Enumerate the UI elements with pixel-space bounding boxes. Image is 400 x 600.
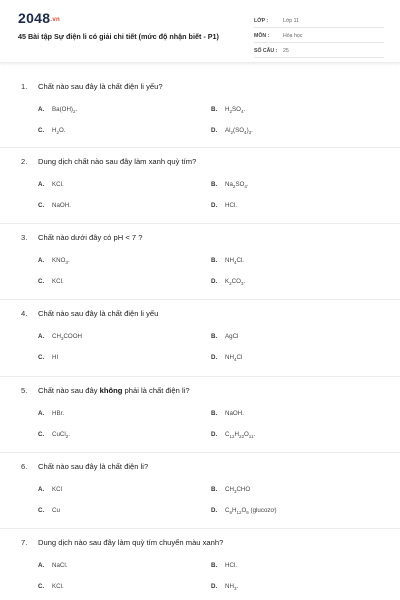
answer-option[interactable] (38, 431, 70, 439)
meta-subject-row (254, 29, 384, 43)
option-text: HBr. (52, 410, 65, 417)
answer-option[interactable] (38, 562, 67, 569)
question-number: 5. (21, 386, 28, 395)
answer-option[interactable] (211, 562, 237, 569)
option-letter: B. (211, 333, 218, 340)
meta-value: Lớp 11 (283, 17, 299, 24)
option-letter: A. (38, 106, 45, 113)
answer-option[interactable] (211, 507, 277, 515)
option-letter: B. (211, 562, 218, 569)
option-text: AgCl (225, 333, 239, 340)
option-text: KCl (52, 486, 62, 493)
question-text: Chất nào sau đây là chất điện li yếu (38, 309, 159, 318)
question-divider (0, 147, 400, 148)
question-stem (21, 462, 148, 471)
option-letter: C. (38, 583, 45, 590)
answer-option[interactable] (211, 431, 255, 439)
option-text: CuCl$_2$. (52, 431, 71, 440)
question-text: Dung dịch chất nào sau đây làm xanh quỳ tím? (38, 157, 197, 166)
option-letter: D. (211, 127, 218, 134)
option-text: NaCl. (52, 562, 68, 569)
option-text: $NH_4Cl$ (225, 354, 243, 363)
option-letter: C. (38, 127, 45, 134)
option-letter: A. (38, 410, 45, 417)
question-text: Chất nào sau đây là chất điện li? (38, 462, 149, 471)
answer-option[interactable] (211, 127, 253, 135)
option-letter: D. (211, 354, 218, 361)
answer-option[interactable] (38, 278, 64, 285)
option-letter: C. (38, 354, 45, 361)
question-divider (0, 223, 400, 224)
option-text: KCl. (52, 278, 64, 285)
meta-value: 25 (283, 47, 289, 54)
question-divider (0, 376, 400, 377)
question-text: Chất nào dưới đây có pH < 7 ? (38, 233, 143, 242)
option-letter: D. (211, 202, 218, 209)
option-text: HCl. (225, 202, 238, 209)
option-letter: A. (38, 257, 45, 264)
site-logo[interactable] (18, 10, 60, 26)
answer-option[interactable] (211, 106, 245, 114)
answer-option[interactable] (38, 486, 62, 493)
question-emphasis: không (99, 386, 123, 395)
question-divider (0, 452, 400, 453)
option-letter: C. (38, 507, 45, 514)
option-text: $Al_2(SO_4)_3$. (225, 127, 253, 136)
option-text: $C_6H_{12}O_6$ (glucozơ) (225, 507, 277, 516)
option-text: $H_2O$. (52, 127, 66, 136)
option-letter: C. (38, 202, 45, 209)
option-letter: C. (38, 431, 45, 438)
question-number: 3. (21, 233, 28, 242)
answer-option[interactable] (38, 507, 60, 514)
question-stem (21, 309, 158, 318)
option-text: $K_2CO_3$. (225, 278, 246, 287)
answer-option[interactable] (38, 202, 71, 209)
option-text: $KNO_3$. (52, 257, 70, 266)
option-letter: C. (38, 278, 45, 285)
answer-option[interactable] (38, 333, 82, 341)
answer-option[interactable] (38, 257, 70, 265)
option-letter: D. (211, 507, 218, 514)
question-number: 1. (21, 82, 28, 91)
question-text: Chất nào sau đây không phải là chất điện li? (38, 386, 190, 395)
answer-option[interactable] (211, 202, 237, 209)
option-text: NaOH. (52, 202, 71, 209)
option-text: HCl. (225, 562, 238, 569)
option-letter: A. (38, 333, 45, 340)
option-text: $Na_2SO_4$. (225, 181, 249, 190)
option-text: $NH_3$. (225, 583, 239, 592)
option-text: Cu (52, 507, 60, 514)
meta-key: SỐ CÂU : (254, 47, 278, 54)
answer-option[interactable] (211, 257, 244, 265)
answer-option[interactable] (211, 333, 238, 340)
answer-option[interactable] (38, 583, 64, 590)
option-letter: B. (211, 106, 218, 113)
meta-class-row (254, 14, 384, 28)
option-text: $Ba(OH)_2$. (52, 106, 78, 115)
option-text: KCl. (52, 583, 64, 590)
logo-suffix: .vn (50, 17, 60, 23)
meta-count-row (254, 44, 384, 58)
question-stem (21, 157, 196, 166)
option-letter: A. (38, 181, 45, 188)
option-letter: A. (38, 486, 45, 493)
answer-option[interactable] (38, 410, 64, 417)
question-stem (21, 386, 190, 395)
question-stem (21, 82, 163, 91)
answer-option[interactable] (211, 181, 249, 189)
option-text: KCl. (52, 181, 64, 188)
answer-option[interactable] (211, 278, 245, 286)
question-text: Chất nào sau đây là chất điện li yếu? (38, 82, 163, 91)
logo-brand: 2048 (18, 10, 51, 26)
option-letter: B. (211, 181, 218, 188)
option-text: $H_2SO_4$. (225, 106, 246, 115)
answer-option[interactable] (38, 106, 77, 114)
question-stem (21, 233, 142, 242)
answer-option[interactable] (211, 410, 244, 417)
answer-option[interactable] (211, 583, 238, 591)
option-letter: D. (211, 278, 218, 285)
option-text: $NH_4Cl$. (225, 257, 245, 266)
option-text: NaOH. (225, 410, 244, 417)
question-number: 2. (21, 157, 28, 166)
answer-option[interactable] (38, 127, 66, 135)
question-number: 6. (21, 462, 28, 471)
option-letter: B. (211, 486, 218, 493)
option-letter: B. (211, 410, 218, 417)
answer-option[interactable] (38, 354, 58, 361)
document-title: 45 Bài tập Sự điện li có giải chi tiết (mức độ nhận biết - P1) (18, 32, 219, 41)
option-text: $CH_3CHO$ (225, 486, 251, 495)
meta-key: LỚP : (254, 17, 269, 24)
question-divider (0, 528, 400, 529)
option-letter: D. (211, 583, 218, 590)
option-letter: A. (38, 562, 45, 569)
document-meta (254, 14, 384, 59)
meta-key: MÔN : (254, 32, 270, 39)
option-text: HI (52, 354, 59, 361)
option-letter: D. (211, 431, 218, 438)
meta-value: Hóa học (283, 32, 303, 39)
option-text: $C_{12}H_{22}O_{11}$. (225, 431, 256, 440)
question-number: 4. (21, 309, 28, 318)
question-number: 7. (21, 538, 28, 547)
answer-option[interactable] (211, 354, 242, 362)
answer-option[interactable] (211, 486, 250, 494)
option-letter: B. (211, 257, 218, 264)
answer-option[interactable] (38, 181, 64, 188)
question-text: Dung dịch nào sau đây làm quỳ tím chuyển màu xanh? (38, 538, 224, 547)
question-stem (21, 538, 223, 547)
option-text: $CH_3COOH$ (52, 333, 83, 342)
question-divider (0, 299, 400, 300)
page-header (0, 0, 400, 63)
